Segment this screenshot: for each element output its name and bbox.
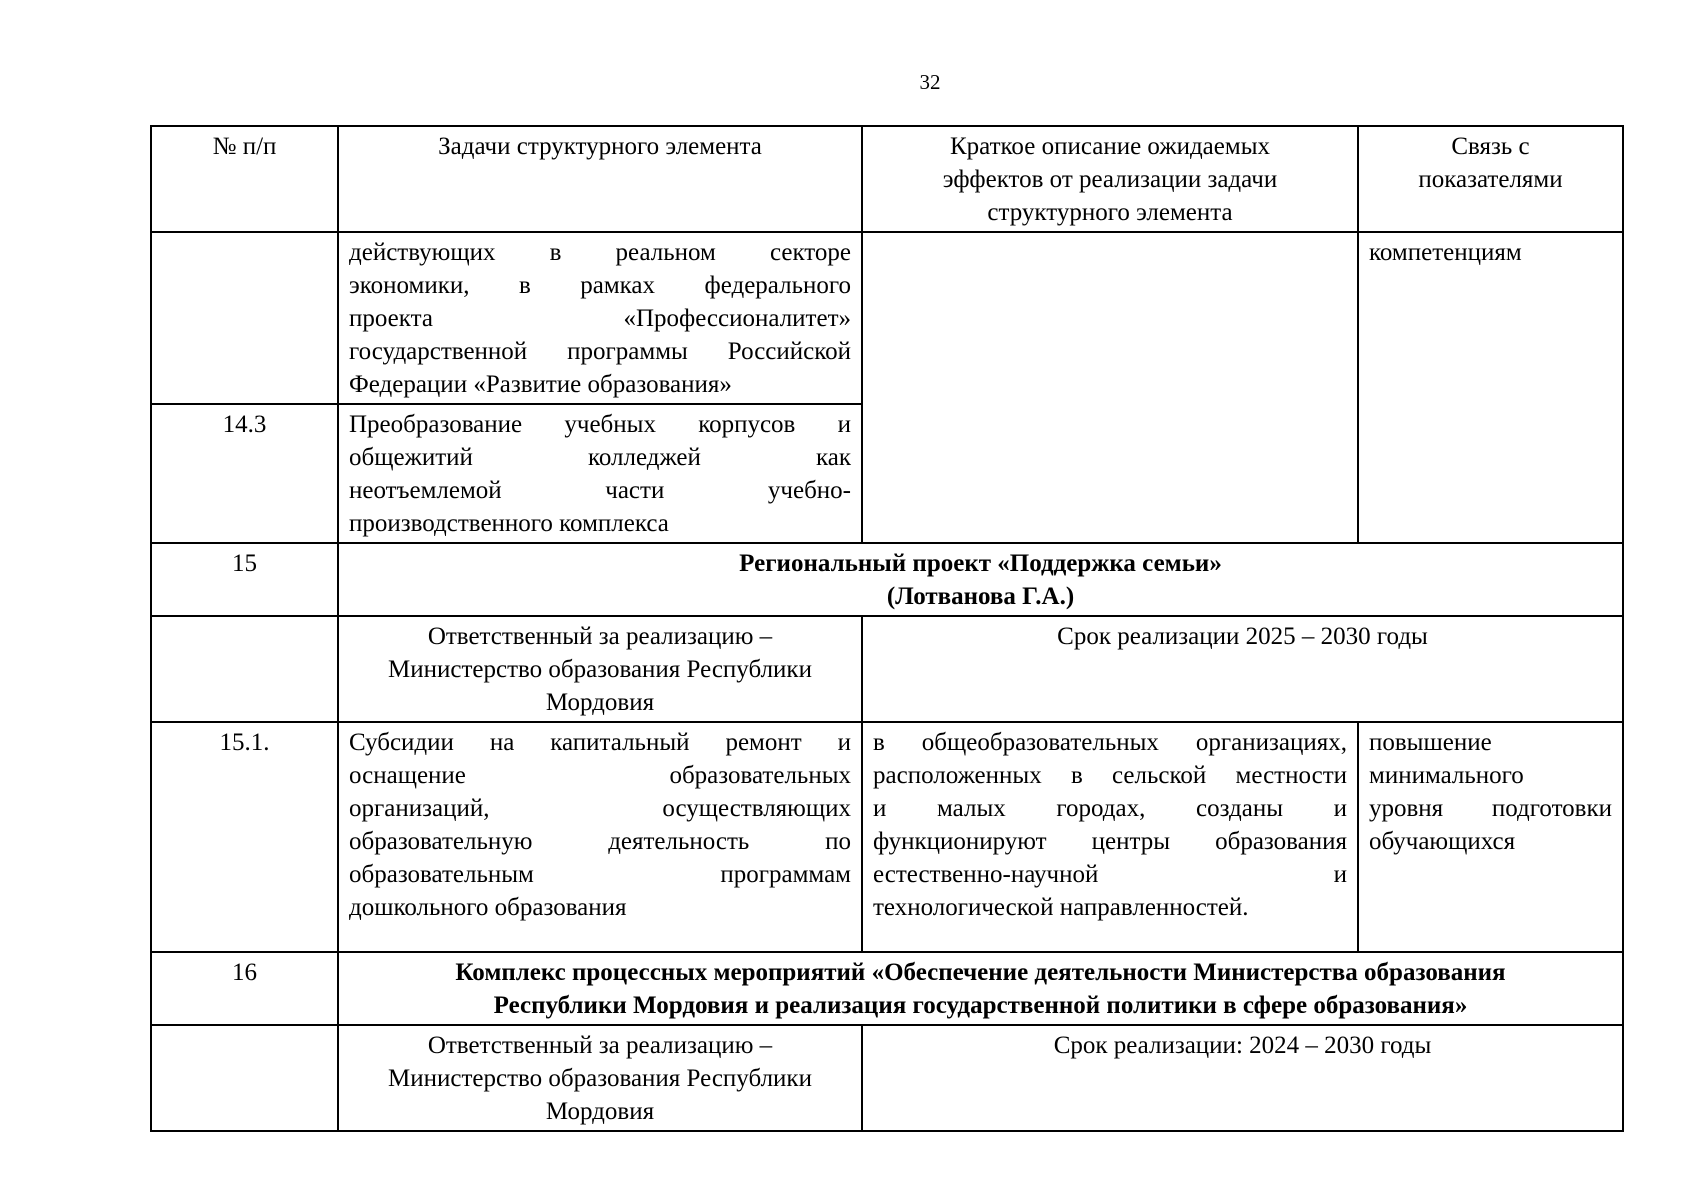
header-link [1358,126,1623,232]
table-row-16 [151,952,1623,1025]
cell-num: 16 [151,952,338,1025]
responsible-line: Ответственный за реализацию – [427,623,773,650]
section-title-line: (Лотванова Г.А.) [886,583,1075,610]
header-link-line: показателями [1418,166,1563,193]
task-line: оснащение образовательных [349,762,851,789]
table-row-15-responsible [151,616,1623,722]
cell-effect-empty [862,232,1358,543]
task-line: проекта «Профессионалитет» [349,305,851,332]
table-row-15 [151,543,1623,616]
task-line: производственного комплекса [349,510,669,537]
task-line: Субсидии на капитальный ремонт и [349,729,851,756]
table-row-continuation [151,232,1623,404]
responsible-line: Мордовия [545,689,655,716]
task-line: неотъемлемой части учебно- [349,477,851,504]
responsible-line: Министерство образования Республики [388,1065,812,1092]
section-title [338,543,1623,616]
cell-link: компетенциям [1358,232,1623,543]
task-line: экономики, в рамках федерального [349,272,851,299]
effect-line: в общеобразовательных организациях, [873,729,1347,756]
section-title-line: Республики Мордовия и реализация государственной политики в сфере образования» [493,992,1468,1019]
effect-line: естественно-научной и [873,861,1347,888]
header-tasks: Задачи структурного элемента [338,126,862,232]
task-line: образовательным программам [349,861,851,888]
cell-num: 15.1. [151,722,338,952]
responsible-line: Министерство образования Республики [388,656,812,683]
cell-task [338,232,862,404]
header-effects-line: структурного элемента [987,199,1233,226]
link-line: уровня подготовки [1369,795,1612,822]
header-effects-line: эффектов от реализации задачи [942,166,1278,193]
effect-line: функционируют центры образования [873,828,1347,855]
program-table [150,125,1624,1132]
header-effects-line: Краткое описание ожидаемых [950,133,1270,160]
cell-num-empty [151,1025,338,1131]
cell-link [1358,722,1623,952]
task-line: Преобразование учебных корпусов и [349,411,851,438]
table-header-row [151,126,1623,232]
task-line: Федерации «Развитие образования» [349,371,732,398]
effect-line: расположенных в сельской местности [873,762,1347,789]
task-line: образовательную деятельность по [349,828,851,855]
responsible-line: Ответственный за реализацию – [427,1032,773,1059]
header-link-line: Связь с [1451,133,1530,160]
effect-line: и малых городах, созданы и [873,795,1347,822]
cell-num: 15 [151,543,338,616]
section-title-line: Комплекс процессных мероприятий «Обеспечение деятельности Министерства образования [455,959,1506,986]
cell-effect [862,722,1358,952]
task-line: государственной программы Российской [349,338,851,365]
table-row-15-1 [151,722,1623,952]
effect-line: технологической направленностей. [873,894,1249,921]
cell-num-empty [151,232,338,404]
header-effects [862,126,1358,232]
page-number: 32 [919,70,941,94]
cell-task [338,722,862,952]
responsible-line: Мордовия [545,1098,655,1125]
cell-term: Срок реализации: 2024 – 2030 годы [862,1025,1623,1131]
header-num: № п/п [151,126,338,232]
table-row-16-responsible [151,1025,1623,1131]
task-line: организаций, осуществляющих [349,795,851,822]
task-line: общежитий колледжей как [349,444,851,471]
section-title-line: Региональный проект «Поддержка семьи» [739,550,1222,577]
task-line: дошкольного образования [349,894,627,921]
cell-term: Срок реализации 2025 – 2030 годы [862,616,1623,722]
cell-num: 14.3 [151,404,338,543]
cell-responsible [338,616,862,722]
task-line: действующих в реальном секторе [349,239,851,266]
link-line: минимального [1369,762,1524,789]
link-line: повышение [1369,729,1492,756]
section-title [338,952,1623,1025]
link-line: обучающихся [1369,828,1516,855]
cell-responsible [338,1025,862,1131]
cell-num-empty [151,616,338,722]
cell-task [338,404,862,543]
